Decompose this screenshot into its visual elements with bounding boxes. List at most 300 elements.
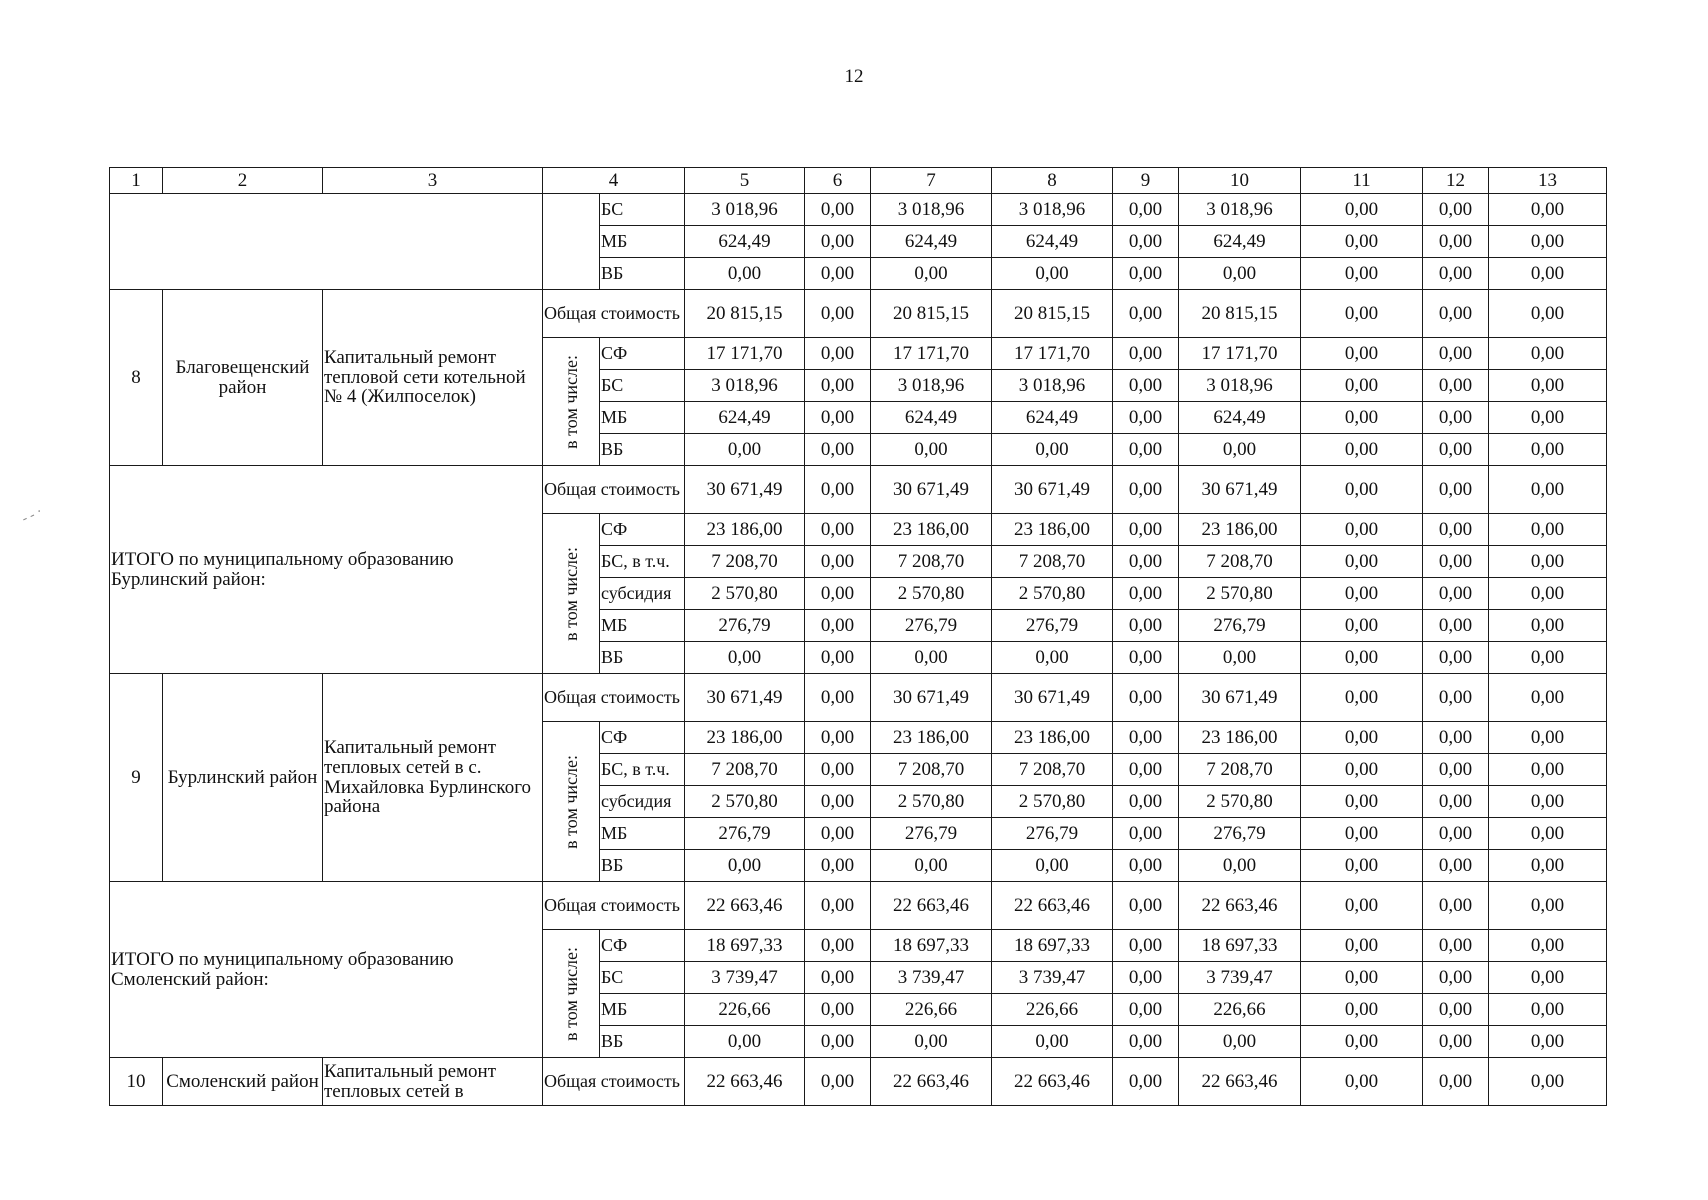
total-cost-label: Общая стоимость [543, 290, 685, 338]
value-cell: 0,00 [1113, 674, 1179, 722]
source-label: ВБ [600, 850, 685, 882]
value-cell: 0,00 [805, 194, 871, 226]
value-cell: 226,66 [871, 994, 992, 1026]
value-cell: 0,00 [1179, 850, 1301, 882]
value-cell: 0,00 [1113, 578, 1179, 610]
value-cell: 0,00 [1489, 754, 1607, 786]
source-label: субсидия [600, 578, 685, 610]
column-header: 3 [323, 168, 543, 194]
source-label: ВБ [600, 642, 685, 674]
in-that-number-label [543, 722, 600, 882]
value-cell: 276,79 [992, 818, 1113, 850]
value-cell: 2 570,80 [871, 786, 992, 818]
value-cell: 0,00 [805, 1026, 871, 1058]
value-cell: 17 171,70 [871, 338, 992, 370]
value-cell: 276,79 [685, 610, 805, 642]
value-cell: 23 186,00 [992, 722, 1113, 754]
continuation-blank [110, 194, 543, 290]
value-cell: 0,00 [1113, 514, 1179, 546]
value-cell: 0,00 [805, 930, 871, 962]
financing-table [109, 167, 1607, 1106]
source-label: ВБ [600, 258, 685, 290]
table-row [110, 194, 1607, 226]
value-cell: 20 815,15 [871, 290, 992, 338]
value-cell: 0,00 [1423, 642, 1489, 674]
column-header: 8 [992, 168, 1113, 194]
value-cell: 0,00 [1113, 546, 1179, 578]
value-cell: 276,79 [1179, 818, 1301, 850]
value-cell: 624,49 [685, 402, 805, 434]
source-label: СФ [600, 930, 685, 962]
value-cell: 30 671,49 [992, 466, 1113, 514]
source-label: МБ [600, 402, 685, 434]
table-row [110, 290, 1607, 338]
value-cell: 0,00 [871, 258, 992, 290]
value-cell: 0,00 [871, 1026, 992, 1058]
total-cost-label: Общая стоимость [543, 674, 685, 722]
source-label: ВБ [600, 434, 685, 466]
column-header: 12 [1423, 168, 1489, 194]
value-cell: 0,00 [1113, 258, 1179, 290]
column-header: 5 [685, 168, 805, 194]
value-cell: 0,00 [1423, 786, 1489, 818]
value-cell: 0,00 [1301, 1026, 1423, 1058]
object-name: Капитальный ремонт тепловых сетей в с. Михайловка Бурлинского района [323, 674, 543, 882]
value-cell: 624,49 [871, 226, 992, 258]
value-cell: 22 663,46 [685, 882, 805, 930]
value-cell: 0,00 [1423, 194, 1489, 226]
source-label: субсидия [600, 786, 685, 818]
value-cell: 0,00 [805, 370, 871, 402]
value-cell: 7 208,70 [992, 546, 1113, 578]
value-cell: 0,00 [1489, 1058, 1607, 1106]
value-cell: 0,00 [805, 818, 871, 850]
value-cell: 0,00 [1423, 1058, 1489, 1106]
value-cell: 0,00 [1489, 882, 1607, 930]
value-cell: 276,79 [871, 610, 992, 642]
municipal-total-label: ИТОГО по муниципальному образованию Смоленский район: [110, 882, 543, 1058]
value-cell: 0,00 [1301, 290, 1423, 338]
total-cost-label: Общая стоимость [543, 466, 685, 514]
value-cell: 0,00 [1113, 722, 1179, 754]
value-cell: 0,00 [1301, 786, 1423, 818]
value-cell: 0,00 [1489, 370, 1607, 402]
value-cell: 23 186,00 [1179, 722, 1301, 754]
source-label: МБ [600, 818, 685, 850]
value-cell: 17 171,70 [1179, 338, 1301, 370]
value-cell: 0,00 [685, 850, 805, 882]
value-cell: 0,00 [1113, 434, 1179, 466]
value-cell: 0,00 [1301, 930, 1423, 962]
value-cell: 0,00 [1113, 850, 1179, 882]
value-cell: 0,00 [1179, 642, 1301, 674]
value-cell: 7 208,70 [871, 546, 992, 578]
value-cell: 0,00 [1301, 962, 1423, 994]
value-cell: 0,00 [805, 674, 871, 722]
value-cell: 624,49 [871, 402, 992, 434]
value-cell: 23 186,00 [871, 722, 992, 754]
value-cell: 0,00 [1423, 754, 1489, 786]
value-cell: 0,00 [685, 258, 805, 290]
value-cell: 0,00 [871, 642, 992, 674]
value-cell: 22 663,46 [992, 1058, 1113, 1106]
value-cell: 0,00 [1179, 434, 1301, 466]
value-cell: 0,00 [805, 962, 871, 994]
value-cell: 18 697,33 [871, 930, 992, 962]
value-cell: 18 697,33 [685, 930, 805, 962]
object-name: Капитальный ремонт тепловой сети котельной № 4 (Жилпоселок) [323, 290, 543, 466]
value-cell: 0,00 [685, 1026, 805, 1058]
value-cell: 3 018,96 [992, 370, 1113, 402]
value-cell: 3 018,96 [685, 194, 805, 226]
value-cell: 0,00 [1301, 1058, 1423, 1106]
value-cell: 0,00 [1489, 402, 1607, 434]
value-cell: 0,00 [1423, 258, 1489, 290]
value-cell: 0,00 [1301, 610, 1423, 642]
value-cell: 17 171,70 [685, 338, 805, 370]
value-cell: 0,00 [1113, 882, 1179, 930]
value-cell: 0,00 [805, 850, 871, 882]
value-cell: 23 186,00 [992, 514, 1113, 546]
value-cell: 0,00 [1423, 514, 1489, 546]
value-cell: 0,00 [1113, 962, 1179, 994]
value-cell: 0,00 [1423, 1026, 1489, 1058]
value-cell: 0,00 [1423, 226, 1489, 258]
value-cell: 0,00 [1301, 642, 1423, 674]
value-cell: 276,79 [871, 818, 992, 850]
value-cell: 0,00 [1113, 370, 1179, 402]
value-cell: 0,00 [1489, 434, 1607, 466]
value-cell: 23 186,00 [685, 514, 805, 546]
value-cell: 0,00 [992, 258, 1113, 290]
value-cell: 7 208,70 [685, 754, 805, 786]
value-cell: 0,00 [1301, 226, 1423, 258]
value-cell: 7 208,70 [992, 754, 1113, 786]
source-label: МБ [600, 610, 685, 642]
value-cell: 0,00 [992, 434, 1113, 466]
source-label: МБ [600, 994, 685, 1026]
object-name: Капитальный ремонт тепловых сетей в [323, 1058, 543, 1106]
value-cell: 30 671,49 [992, 674, 1113, 722]
value-cell: 0,00 [1489, 610, 1607, 642]
value-cell: 0,00 [1301, 994, 1423, 1026]
value-cell: 0,00 [805, 610, 871, 642]
in-that-number-label [543, 338, 600, 466]
value-cell: 624,49 [1179, 402, 1301, 434]
value-cell: 624,49 [1179, 226, 1301, 258]
value-cell: 0,00 [805, 722, 871, 754]
value-cell: 0,00 [1489, 194, 1607, 226]
value-cell: 0,00 [1301, 402, 1423, 434]
value-cell: 7 208,70 [1179, 754, 1301, 786]
value-cell: 23 186,00 [871, 514, 992, 546]
table-row [110, 168, 1607, 194]
value-cell: 3 018,96 [992, 194, 1113, 226]
column-header: 9 [1113, 168, 1179, 194]
value-cell: 20 815,15 [1179, 290, 1301, 338]
object-number: 9 [110, 674, 163, 882]
source-label: БС, в т.ч. [600, 754, 685, 786]
value-cell: 0,00 [1301, 466, 1423, 514]
total-cost-label: Общая стоимость [543, 882, 685, 930]
value-cell: 3 018,96 [1179, 194, 1301, 226]
table-row [110, 466, 1607, 514]
region-name: Смоленский район [163, 1058, 323, 1106]
value-cell: 226,66 [992, 994, 1113, 1026]
value-cell: 0,00 [1489, 258, 1607, 290]
value-cell: 0,00 [1423, 546, 1489, 578]
value-cell: 0,00 [1489, 818, 1607, 850]
scan-speck: - - · [19, 504, 45, 527]
value-cell: 3 018,96 [1179, 370, 1301, 402]
value-cell: 0,00 [1113, 754, 1179, 786]
value-cell: 0,00 [1113, 466, 1179, 514]
value-cell: 2 570,80 [992, 786, 1113, 818]
value-cell: 3 018,96 [685, 370, 805, 402]
value-cell: 0,00 [1423, 722, 1489, 754]
value-cell: 3 739,47 [1179, 962, 1301, 994]
value-cell: 0,00 [805, 290, 871, 338]
value-cell: 3 739,47 [871, 962, 992, 994]
value-cell: 0,00 [1301, 882, 1423, 930]
value-cell: 3 018,96 [871, 370, 992, 402]
value-cell: 0,00 [1489, 514, 1607, 546]
value-cell: 0,00 [805, 434, 871, 466]
value-cell: 30 671,49 [1179, 674, 1301, 722]
value-cell: 0,00 [1113, 290, 1179, 338]
value-cell: 0,00 [1423, 994, 1489, 1026]
value-cell: 0,00 [1113, 930, 1179, 962]
value-cell: 0,00 [1423, 610, 1489, 642]
source-label: ВБ [600, 1026, 685, 1058]
value-cell: 0,00 [1489, 290, 1607, 338]
value-cell: 0,00 [1301, 578, 1423, 610]
column-header: 11 [1301, 168, 1423, 194]
source-label: СФ [600, 514, 685, 546]
value-cell: 0,00 [805, 402, 871, 434]
value-cell: 7 208,70 [1179, 546, 1301, 578]
value-cell: 2 570,80 [1179, 578, 1301, 610]
value-cell: 624,49 [992, 226, 1113, 258]
value-cell: 22 663,46 [1179, 882, 1301, 930]
object-number: 10 [110, 1058, 163, 1106]
value-cell: 0,00 [1113, 642, 1179, 674]
column-header: 1 [110, 168, 163, 194]
value-cell: 30 671,49 [685, 466, 805, 514]
value-cell: 0,00 [1423, 402, 1489, 434]
value-cell: 0,00 [1301, 850, 1423, 882]
value-cell: 0,00 [1301, 546, 1423, 578]
value-cell: 20 815,15 [685, 290, 805, 338]
value-cell: 0,00 [1113, 818, 1179, 850]
value-cell: 30 671,49 [1179, 466, 1301, 514]
value-cell: 0,00 [805, 546, 871, 578]
value-cell: 18 697,33 [1179, 930, 1301, 962]
value-cell: 2 570,80 [685, 786, 805, 818]
value-cell: 0,00 [1423, 434, 1489, 466]
value-cell: 0,00 [1113, 402, 1179, 434]
value-cell: 18 697,33 [992, 930, 1113, 962]
value-cell: 0,00 [805, 994, 871, 1026]
value-cell: 0,00 [1301, 754, 1423, 786]
value-cell: 624,49 [685, 226, 805, 258]
value-cell: 0,00 [1301, 514, 1423, 546]
value-cell: 22 663,46 [871, 882, 992, 930]
value-cell: 0,00 [1113, 1058, 1179, 1106]
value-cell: 0,00 [1301, 674, 1423, 722]
value-cell: 0,00 [1489, 642, 1607, 674]
region-name: Бурлинский район [163, 674, 323, 882]
value-cell: 22 663,46 [1179, 1058, 1301, 1106]
value-cell: 0,00 [1113, 226, 1179, 258]
value-cell: 0,00 [992, 850, 1113, 882]
value-cell: 0,00 [1423, 290, 1489, 338]
value-cell: 7 208,70 [871, 754, 992, 786]
value-cell: 0,00 [1489, 466, 1607, 514]
value-cell: 0,00 [1179, 258, 1301, 290]
table-row [110, 674, 1607, 722]
source-label: МБ [600, 226, 685, 258]
value-cell: 0,00 [992, 642, 1113, 674]
value-cell: 17 171,70 [992, 338, 1113, 370]
value-cell: 0,00 [1113, 610, 1179, 642]
column-header: 6 [805, 168, 871, 194]
value-cell: 2 570,80 [871, 578, 992, 610]
value-cell: 0,00 [805, 338, 871, 370]
value-cell: 0,00 [1489, 962, 1607, 994]
column-header: 4 [543, 168, 685, 194]
value-cell: 0,00 [1489, 338, 1607, 370]
value-cell: 0,00 [1489, 1026, 1607, 1058]
value-cell: 0,00 [1489, 674, 1607, 722]
value-cell: 0,00 [1489, 578, 1607, 610]
page-number: 12 [844, 66, 864, 87]
value-cell: 0,00 [805, 1058, 871, 1106]
value-cell: 0,00 [805, 786, 871, 818]
in-that-number-text: в том числе: [560, 754, 581, 849]
value-cell: 0,00 [1489, 994, 1607, 1026]
in-that-number-text: в том числе: [560, 946, 581, 1041]
municipal-total-label: ИТОГО по муниципальному образованию Бурлинский район: [110, 466, 543, 674]
value-cell: 22 663,46 [685, 1058, 805, 1106]
source-label: СФ [600, 722, 685, 754]
value-cell: 0,00 [1489, 226, 1607, 258]
value-cell: 0,00 [805, 882, 871, 930]
value-cell: 0,00 [1489, 722, 1607, 754]
value-cell: 7 208,70 [685, 546, 805, 578]
value-cell: 20 815,15 [992, 290, 1113, 338]
table-row [110, 882, 1607, 930]
value-cell: 3 739,47 [685, 962, 805, 994]
value-cell: 0,00 [1423, 962, 1489, 994]
value-cell: 0,00 [805, 258, 871, 290]
value-cell: 3 739,47 [992, 962, 1113, 994]
value-cell: 0,00 [1301, 722, 1423, 754]
value-cell: 276,79 [1179, 610, 1301, 642]
value-cell: 0,00 [805, 226, 871, 258]
source-label: БС [600, 194, 685, 226]
value-cell: 0,00 [1489, 546, 1607, 578]
value-cell: 0,00 [1301, 258, 1423, 290]
value-cell: 0,00 [805, 514, 871, 546]
value-cell: 0,00 [1113, 1026, 1179, 1058]
value-cell: 0,00 [805, 642, 871, 674]
value-cell: 0,00 [1489, 930, 1607, 962]
value-cell: 0,00 [1113, 994, 1179, 1026]
value-cell: 23 186,00 [685, 722, 805, 754]
in-that-number-label [543, 930, 600, 1058]
value-cell: 0,00 [1113, 194, 1179, 226]
total-cost-label: Общая стоимость [543, 1058, 685, 1106]
column-header: 2 [163, 168, 323, 194]
value-cell: 0,00 [1301, 818, 1423, 850]
table-row [110, 1058, 1607, 1106]
value-cell: 0,00 [871, 850, 992, 882]
continuation-vt-blank [543, 194, 600, 290]
value-cell: 0,00 [1179, 1026, 1301, 1058]
value-cell: 0,00 [1301, 338, 1423, 370]
value-cell: 0,00 [1423, 850, 1489, 882]
value-cell: 0,00 [1423, 578, 1489, 610]
value-cell: 0,00 [992, 1026, 1113, 1058]
value-cell: 0,00 [871, 434, 992, 466]
object-number: 8 [110, 290, 163, 466]
value-cell: 30 671,49 [685, 674, 805, 722]
value-cell: 30 671,49 [871, 674, 992, 722]
in-that-number-text: в том числе: [560, 546, 581, 641]
value-cell: 624,49 [992, 402, 1113, 434]
in-that-number-label [543, 514, 600, 674]
value-cell: 0,00 [1113, 786, 1179, 818]
value-cell: 226,66 [1179, 994, 1301, 1026]
source-label: БС [600, 962, 685, 994]
region-name: Благовещенский район [163, 290, 323, 466]
column-header: 10 [1179, 168, 1301, 194]
value-cell: 0,00 [1301, 194, 1423, 226]
value-cell: 0,00 [685, 642, 805, 674]
in-that-number-text: в том числе: [560, 354, 581, 449]
value-cell: 23 186,00 [1179, 514, 1301, 546]
column-header: 7 [871, 168, 992, 194]
value-cell: 0,00 [1113, 338, 1179, 370]
value-cell: 0,00 [1423, 338, 1489, 370]
value-cell: 22 663,46 [871, 1058, 992, 1106]
value-cell: 226,66 [685, 994, 805, 1026]
column-header: 13 [1489, 168, 1607, 194]
value-cell: 0,00 [1423, 818, 1489, 850]
value-cell: 0,00 [805, 466, 871, 514]
value-cell: 0,00 [1489, 786, 1607, 818]
value-cell: 0,00 [805, 578, 871, 610]
value-cell: 0,00 [1423, 882, 1489, 930]
value-cell: 2 570,80 [1179, 786, 1301, 818]
value-cell: 30 671,49 [871, 466, 992, 514]
value-cell: 3 018,96 [871, 194, 992, 226]
value-cell: 0,00 [1423, 674, 1489, 722]
value-cell: 276,79 [685, 818, 805, 850]
value-cell: 0,00 [1423, 930, 1489, 962]
value-cell: 0,00 [685, 434, 805, 466]
value-cell: 0,00 [1489, 850, 1607, 882]
value-cell: 0,00 [1301, 434, 1423, 466]
value-cell: 0,00 [1423, 466, 1489, 514]
source-label: БС [600, 370, 685, 402]
value-cell: 276,79 [992, 610, 1113, 642]
value-cell: 0,00 [805, 754, 871, 786]
source-label: БС, в т.ч. [600, 546, 685, 578]
value-cell: 2 570,80 [685, 578, 805, 610]
source-label: СФ [600, 338, 685, 370]
